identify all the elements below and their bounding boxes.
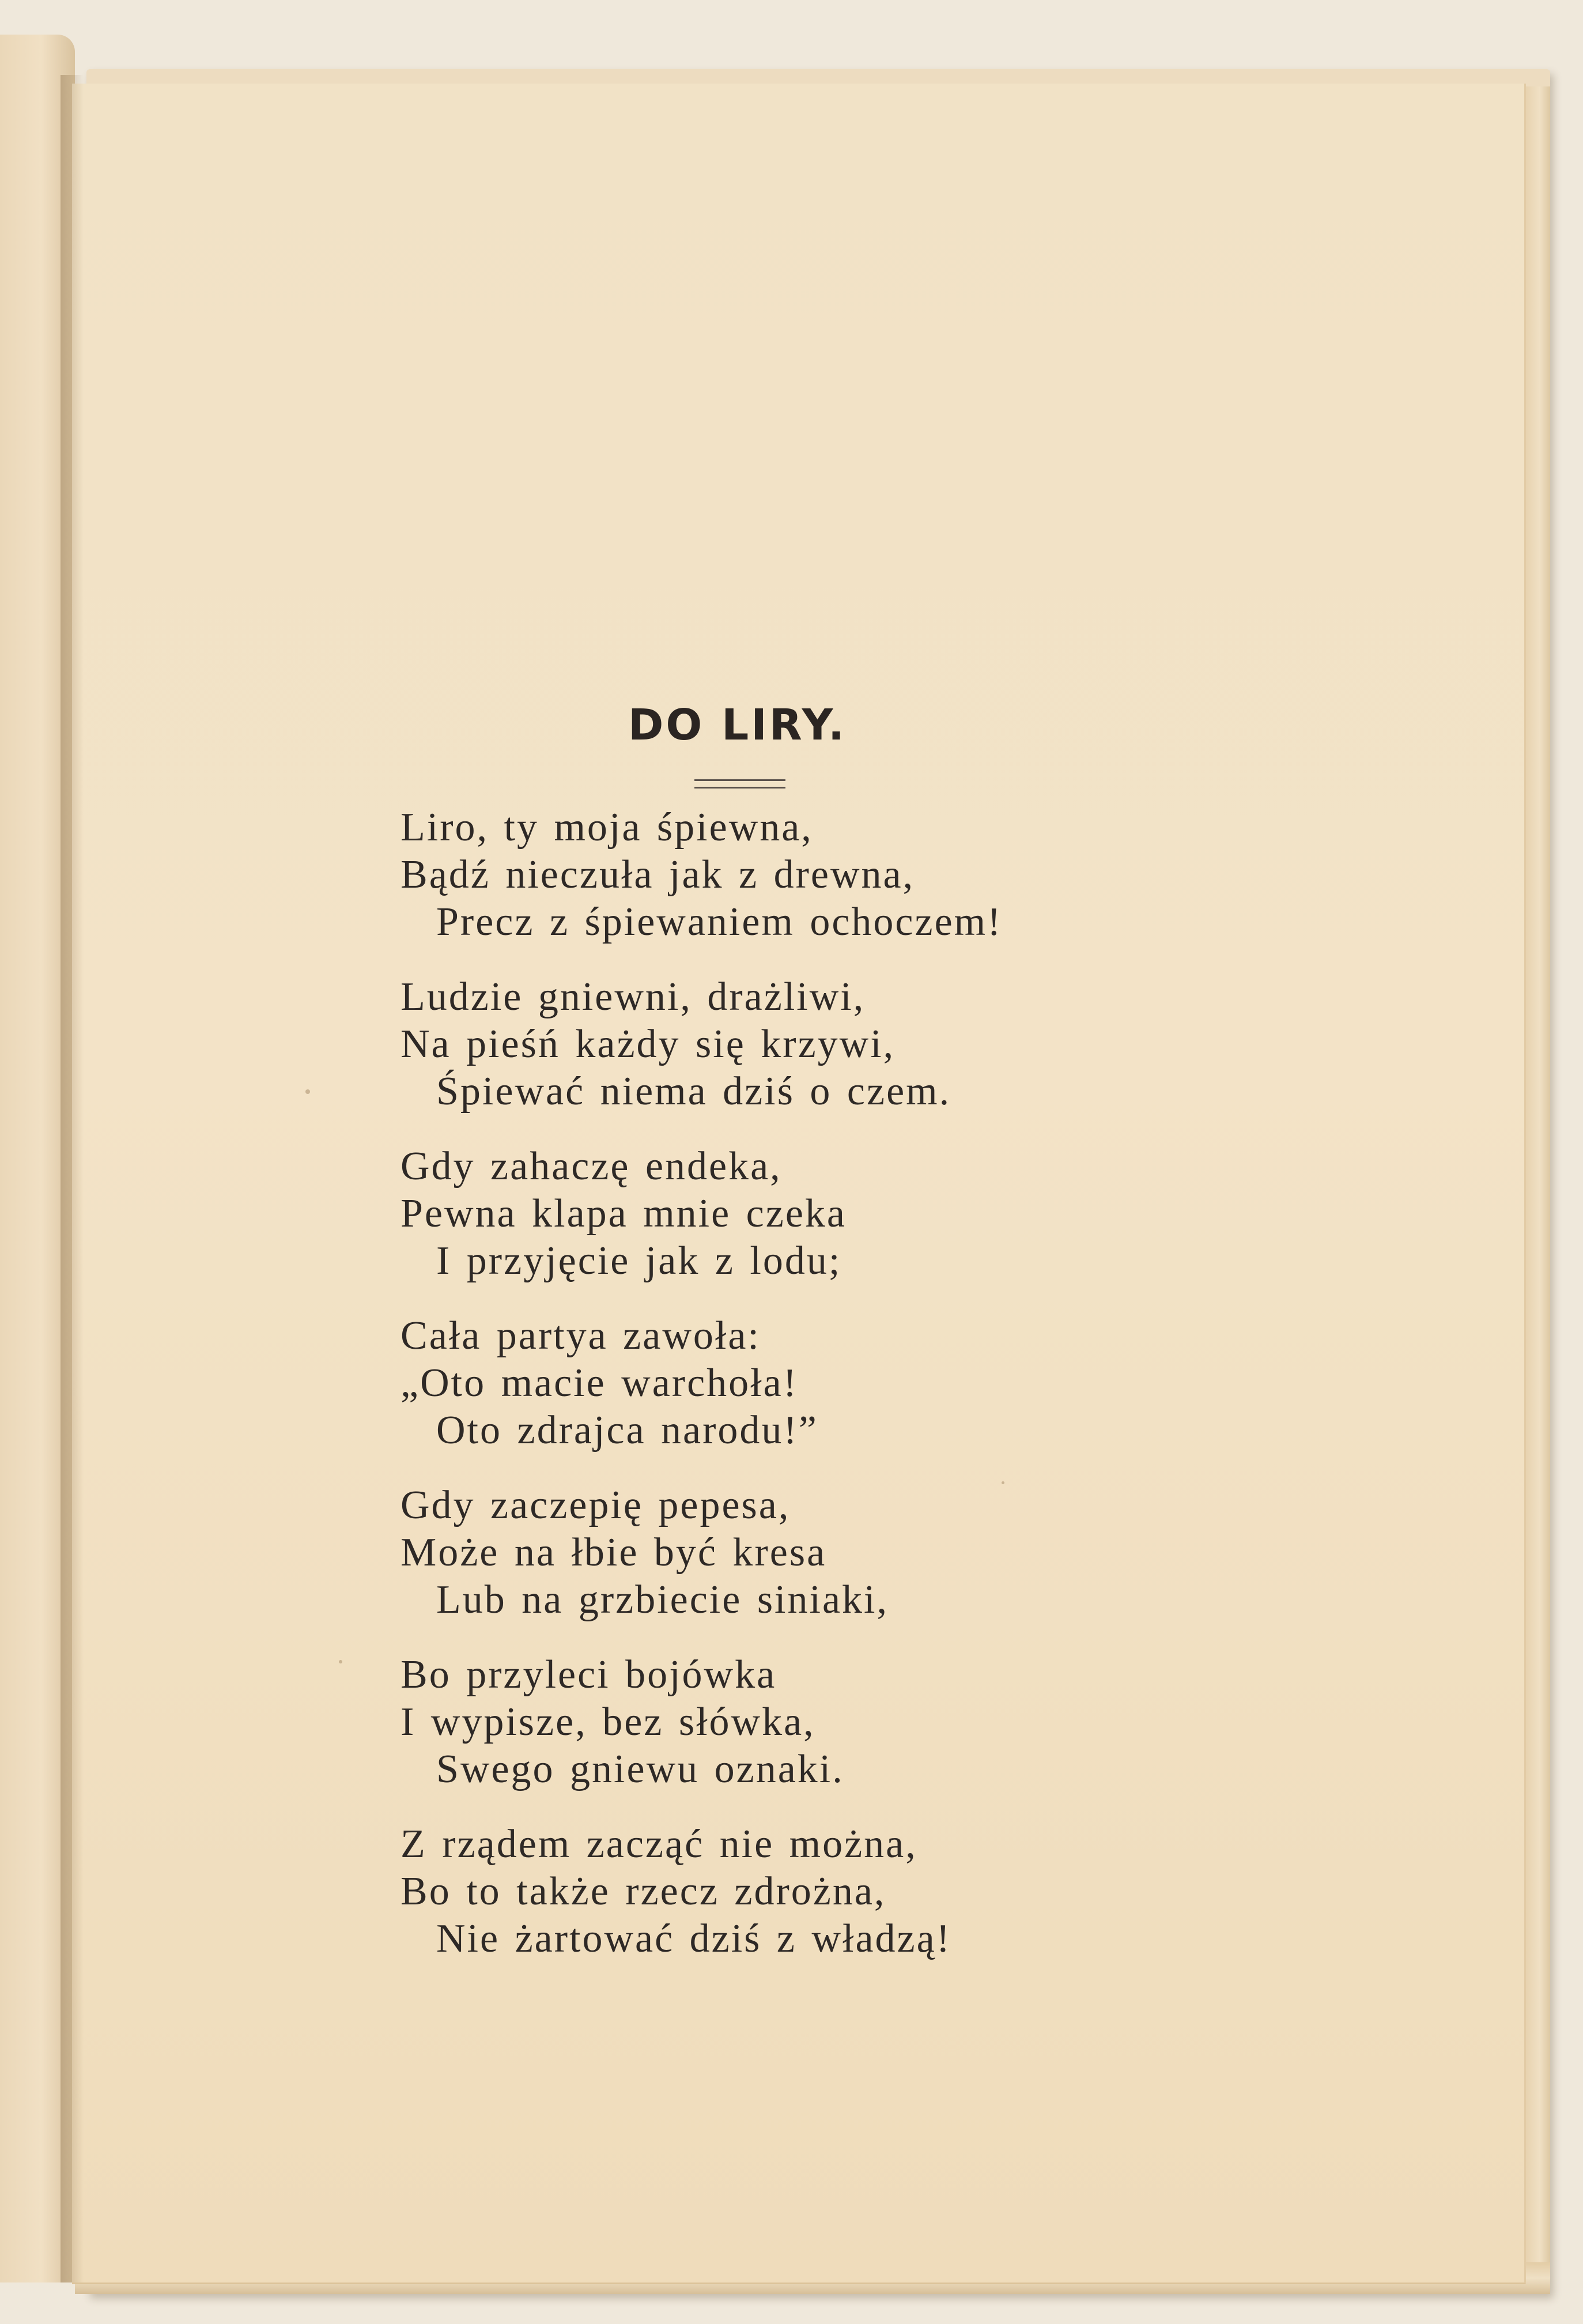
poem-line: Cała partya zawoła: [401,1314,761,1358]
poem-line: Liro, ty moja śpiewna, [401,805,813,850]
gutter-shadow [61,75,84,2282]
poem-line: Ludzie gniewni, drażliwi, [401,975,866,1019]
poem-line: Bo przyleci bojówka [401,1653,777,1697]
stanza [401,1821,1207,1963]
poem-line: Pewna klapa mnie czeka [401,1191,847,1236]
poem-line: Gdy zaczepię pepesa, [401,1483,791,1527]
poem-line: „Oto macie warchoła! [401,1361,799,1405]
poem-line: Oto zdrajca narodu!” [436,1408,818,1452]
stanza [401,1651,1207,1793]
poem-line: Gdy zahaczę endeka, [401,1144,782,1189]
poem-line: Nie żartować dziś z władzą! [436,1916,952,1961]
poem-line: I przyjęcie jak z lodu; [436,1239,842,1283]
poem-line: I wypisze, bez słówka, [401,1700,815,1744]
poem-line: Może na łbie być kresa [401,1530,827,1575]
stanza [401,974,1207,1115]
stanza [401,1143,1207,1285]
poem-body [401,804,1207,1990]
poem-line: Bądź nieczuła jak z drewna, [401,852,915,897]
stanza [401,1482,1207,1624]
title-double-rule [694,779,785,788]
poem-line: Bo to także rzecz zdrożna, [401,1869,886,1914]
paper-speck [339,1660,342,1663]
poem-title: DO LIRY. [628,700,847,750]
poem-line: Lub na grzbiecie siniaki, [436,1578,889,1622]
poem-line: Swego gniewu oznaki. [436,1747,844,1791]
page-edge-right [1524,86,1550,2277]
poem-line: Z rządem zacząć nie można, [401,1822,917,1866]
stanza [401,1312,1207,1454]
paper-speck [305,1089,310,1094]
poem-line: Precz z śpiewaniem ochoczem! [436,900,1003,944]
stanza [401,804,1207,946]
poem-line: Na pieśń każdy się krzywi, [401,1022,896,1066]
poem-line: Śpiewać niema dziś o czem. [436,1069,951,1114]
